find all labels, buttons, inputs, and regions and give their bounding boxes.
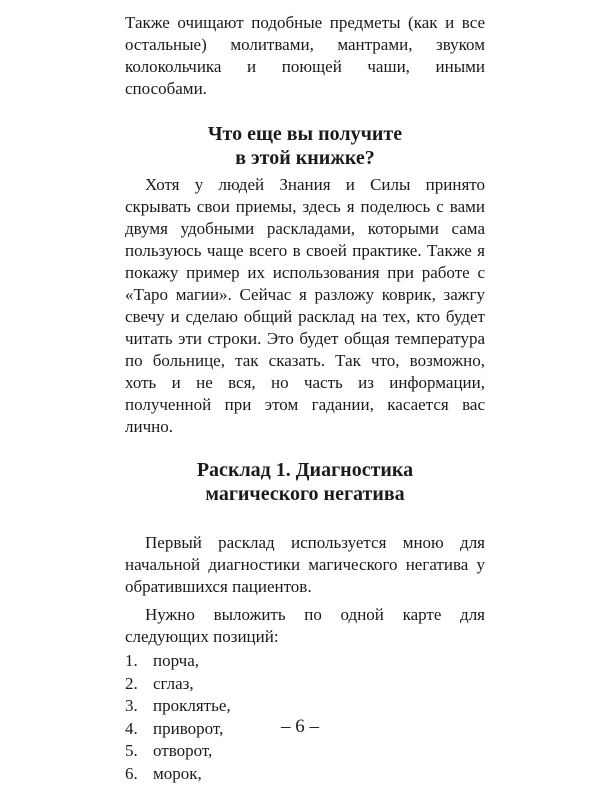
list-item-number: 5.	[125, 741, 138, 761]
heading-spread-1	[125, 458, 485, 506]
list-item	[125, 673, 485, 696]
paragraph-spread-1: Первый расклад используется мною для начальной диагностики магического негатива у обратившихся пациентов.	[125, 533, 485, 596]
paragraph-intro: Хотя у людей Знания и Силы принято скрывать свои приемы, здесь я поделюсь с вами двумя удобными раскладами, которыми сама пользуюсь чаще всего в своей практике. Также я покажу пример их использования при работе с «Таро магии». Сейчас я разложу коврик, зажгу свечу и сделаю общий расклад на тех, кто будет читать эти строки. Это будет общая температура по больнице, так сказать. Так что, возможно, хоть и не вся, но часть из информации, полученной при этом гадании, касается вас лично.	[125, 175, 485, 436]
list-item	[125, 650, 485, 673]
heading-what-else-line-2: в этой книжке?	[235, 147, 375, 169]
paragraph-positions: Нужно выложить по одной карте для следующих позиций:	[125, 605, 485, 646]
list-item-text: приворот,	[153, 718, 224, 738]
list-item-text: морок,	[153, 763, 202, 783]
list-item-text: сглаз,	[153, 673, 194, 693]
list-item-text: отворот,	[153, 741, 213, 761]
list-item-number: 3.	[125, 696, 138, 716]
list-item-number: 6.	[125, 763, 138, 783]
paragraph-top: Также очищают подобные предметы (как и все остальные) молитвами, мантрами, звуком колокольчика и поющей чаши, иными способами.	[125, 13, 485, 98]
list-item	[125, 695, 485, 718]
list-item-number: 2.	[125, 673, 138, 693]
heading-spread-1-line-1: Расклад 1. Диагностика	[196, 459, 414, 481]
heading-spread-1-line-2: магического негатива	[205, 483, 405, 505]
list-item-number: 4.	[125, 718, 138, 738]
list-item	[125, 740, 485, 763]
book-page	[125, 12, 485, 786]
heading-what-else-line-1: Что еще вы получите	[207, 123, 403, 145]
list-item	[125, 763, 485, 786]
list-item-text: проклятье,	[153, 696, 231, 716]
page-number: – 6 –	[281, 716, 319, 737]
list-item-number: 1.	[125, 651, 138, 670]
heading-what-else	[125, 122, 485, 170]
list-item-text: порча,	[153, 651, 200, 670]
